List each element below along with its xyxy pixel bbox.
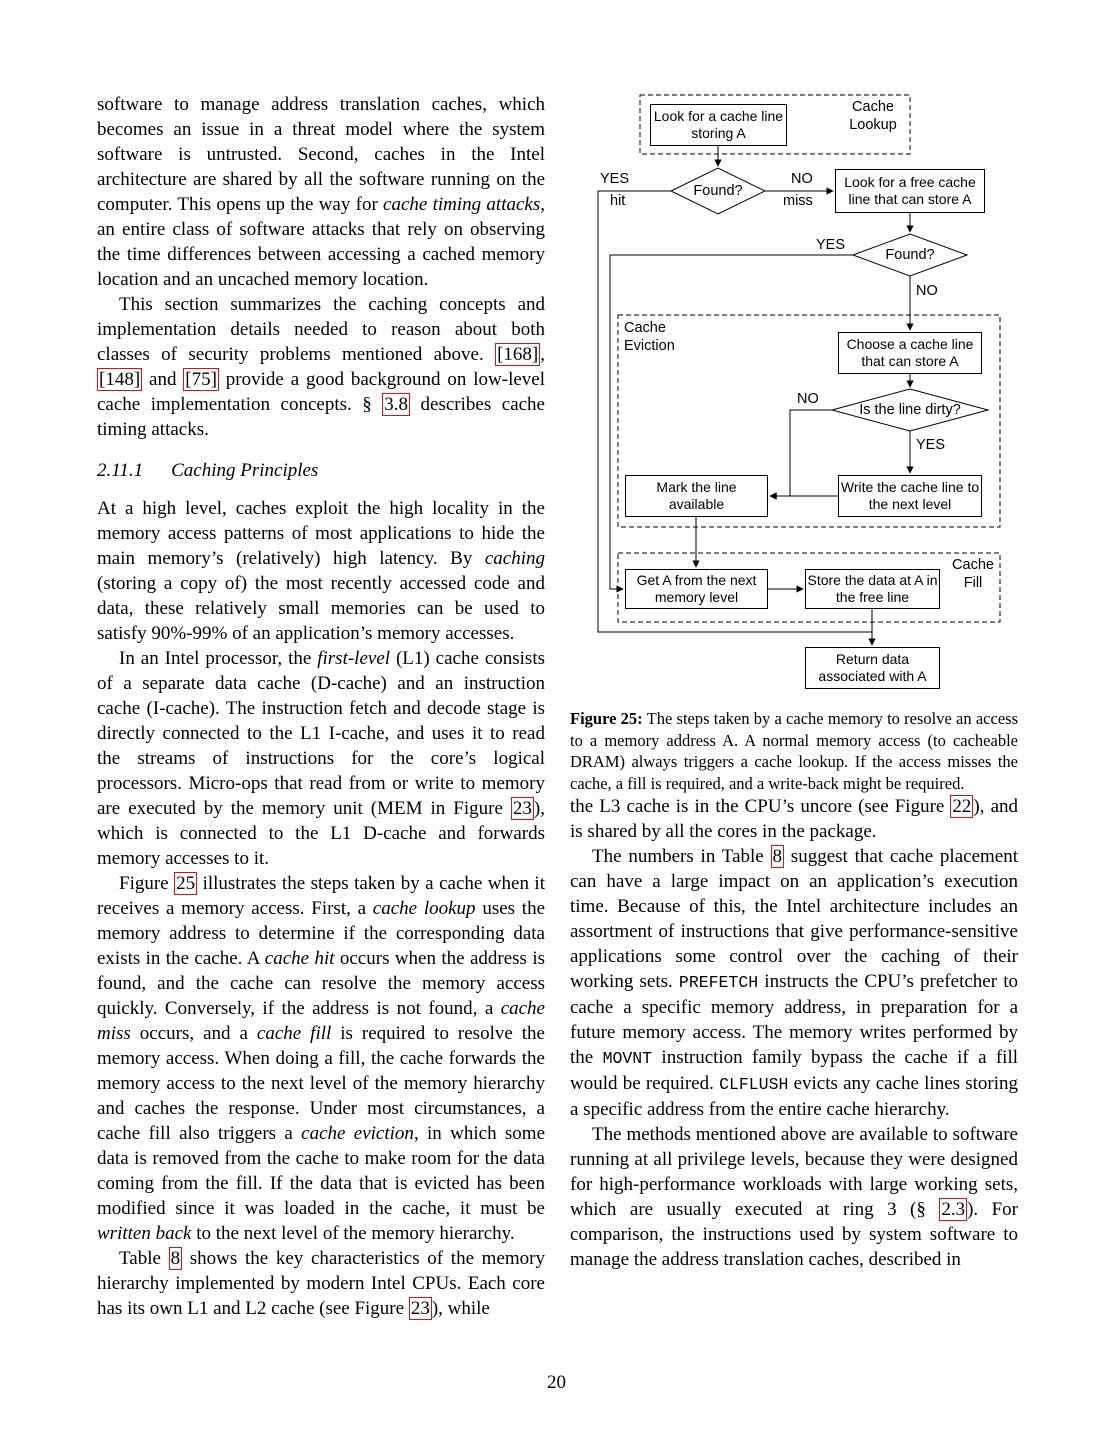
edge-label-no-miss: NO: [791, 171, 813, 187]
left-column: [97, 92, 545, 1321]
figure-25-flowchart: [570, 92, 1018, 694]
flow-node-write-back: Write the cache line to the next level: [838, 475, 982, 517]
region-label-cache-fill: [947, 556, 999, 592]
text-run: illustrates the steps taken by a cache when it receives a memory access. First, a: [97, 873, 545, 919]
text-run: the L3 cache is in the CPU’s uncore (see Figure: [570, 796, 951, 817]
text-run: uses the memory address to determine if the corresponding data exists in the cache. A: [97, 898, 545, 969]
edge-label-yes-hit: YES: [600, 171, 630, 187]
text-run: The numbers in Table: [592, 846, 771, 867]
reference-link[interactable]: [75]: [185, 369, 217, 390]
text-run: ), and is shared by all the cores in the package.: [570, 796, 1019, 842]
page-number: 20: [547, 1372, 566, 1393]
paragraph: [97, 292, 545, 442]
text-run: (storing a copy of) the most recently accessed code and data, these relatively small memories can be used to satisfy 90%-99% of an application’s memory accesses.: [97, 573, 545, 644]
paragraph: [97, 1246, 545, 1321]
flow-node-lookup: Look for a cache line storing A: [650, 104, 787, 146]
text-run: and: [142, 369, 184, 390]
region-label-line: Fill: [963, 575, 983, 591]
text-run: ), while: [431, 1298, 490, 1319]
edge-label-hit: hit: [610, 193, 626, 209]
reference-link[interactable]: [148]: [99, 369, 141, 390]
text-run: (L1) cache consists of a separate data cache (D-cache) and an instruction cache (I-cache). The instruction fetch and decode stage is directly connected to the L1 I-cache, and uses it to read the streams of instructions for the core’s logical processors. Micro-ops that read from or write to memory are executed by the memory unit (MEM in Figure: [97, 648, 545, 819]
text-run: cache miss: [97, 998, 545, 1044]
text-run: occurs when the address is found, and the cache can resolve the memory access quickly. Conversely, if the address is not found, a: [97, 948, 545, 1019]
region-label-line: Lookup: [849, 117, 897, 133]
reference-link[interactable]: 3.8: [384, 394, 409, 415]
text-run: instructs the CPU’s prefetcher to cache a specific memory address, in preparation for a future memory access. The memory writes performed by the: [570, 971, 1018, 1068]
edge-label-no-dirty: NO: [797, 391, 819, 407]
section-number: 2.11.1: [97, 460, 144, 481]
text-run: ), which is connected to the L1 D-cache and forwards memory accesses to it.: [97, 798, 545, 869]
text-run: cache eviction: [301, 1123, 414, 1144]
flow-decision-found-1: Found?: [693, 183, 743, 199]
text-run: software to manage address translation caches, which becomes an issue in a threat model where the system software is untrusted. Second, caches in the Intel architecture are shared by all the software running on the computer. This opens up the way for: [97, 94, 545, 215]
text-run: evicts any cache lines storing a specific address from the entire cache hierarchy.: [570, 1073, 1018, 1120]
flow-node-choose-line: Choose a cache line that can store A: [838, 332, 982, 374]
edge-label-yes-dirty: YES: [916, 437, 946, 453]
text-run: instruction family bypass the cache if a fill would be required.: [570, 1047, 1019, 1094]
edge-label-yes-free: YES: [816, 237, 846, 253]
paragraph: [97, 871, 545, 1246]
text-run: first-level: [317, 648, 391, 669]
paragraph: [97, 646, 545, 871]
region-label-cache-lookup: [838, 98, 908, 134]
paragraph: [570, 794, 1018, 844]
region-label-line: Cache: [624, 320, 666, 336]
text-run: cache timing attacks: [383, 194, 541, 215]
flow-node-get-from-next-level: Get A from the next memory level: [625, 569, 768, 609]
right-column: [570, 92, 1018, 1272]
text-run: occurs, and a: [130, 1023, 257, 1044]
reference-link[interactable]: 22: [952, 796, 972, 817]
region-label-line: Cache: [852, 99, 894, 115]
text-run: MOVNT: [602, 1049, 653, 1068]
text-run: In an Intel processor, the: [119, 648, 318, 669]
text-run: At a high level, caches exploit the high locality in the memory access patterns of most applications to hide the main memory’s (relatively) high latency. By: [97, 498, 545, 569]
text-run: ,: [540, 344, 545, 365]
reference-link[interactable]: [168]: [497, 344, 539, 365]
text-run: to the next level of the memory hierarchy.: [191, 1223, 515, 1244]
paragraph: [570, 1122, 1018, 1272]
text-run: shows the key characteristics of the memory hierarchy implemented by modern Intel CPUs. Each core has its own L1 and L2 cache (see Figure: [97, 1248, 545, 1319]
edge-label-miss: miss: [783, 193, 813, 209]
text-run: Figure 25:: [570, 709, 643, 728]
text-run: This section summarizes the caching concepts and implementation details needed to reason about both classes of security problems mentioned above.: [97, 294, 545, 365]
flow-node-return-data: Return data associated with A: [805, 647, 940, 689]
flow-decision-line-dirty: Is the line dirty?: [859, 402, 961, 418]
text-run: The steps taken by a cache memory to resolve an access to a memory address A. A normal memory access (to cacheable DRAM) always triggers a cache lookup. If the access misses the cache, a fill is required, and a write-back might be required.: [570, 709, 1018, 793]
paragraph: [97, 496, 545, 646]
text-run: is required to resolve the memory access. When doing a fill, the cache forwards the memory access to the next level of the memory hierarchy and caches the response. Under most circumstances, a cache fill also triggers a: [97, 1023, 545, 1144]
text-run: Table: [119, 1248, 169, 1269]
text-run: suggest that cache placement can have a large impact on an application’s execution time. Because of this, the Intel architecture includes an assortment of instructions that give performance-sensitive applications some control over the caching of their working sets.: [570, 846, 1018, 992]
reference-link[interactable]: 23: [512, 798, 532, 819]
region-label-cache-eviction: [624, 319, 704, 355]
flow-decision-found-2: Found?: [885, 247, 935, 263]
text-run: cache hit: [264, 948, 335, 969]
paragraph: [570, 844, 1018, 1122]
text-run: caching: [484, 548, 545, 569]
text-run: written back: [97, 1223, 192, 1244]
flow-node-store-data: Store the data at A in the free line: [805, 569, 940, 609]
section-title: Caching Principles: [171, 460, 319, 481]
text-run: describes cache timing attacks.: [97, 394, 545, 440]
text-run: CLFLUSH: [719, 1075, 789, 1094]
text-run: Figure: [119, 873, 175, 894]
text-run: The methods mentioned above are available to software running at all privilege levels, because they were designed for high-performance workloads with large working sets, which are usually executed at ring 3 (§: [570, 1124, 1018, 1220]
text-run: ). For comparison, the instructions used by system software to manage the address translation caches, described in: [570, 1199, 1018, 1270]
text-run: , an entire class of software attacks that rely on observing the time differences between accessing a cached memory location and an uncached memory location.: [97, 194, 545, 290]
reference-link[interactable]: 8: [170, 1248, 181, 1269]
region-label-line: Cache: [952, 557, 994, 573]
reference-link[interactable]: 23: [410, 1298, 430, 1319]
paragraph: [97, 92, 545, 292]
reference-link[interactable]: 2.3: [941, 1199, 966, 1220]
text-run: PREFETCH: [678, 973, 759, 992]
section-heading: [97, 460, 545, 482]
text-run: cache lookup: [372, 898, 476, 919]
text-run: cache fill: [256, 1023, 332, 1044]
region-label-line: Eviction: [624, 338, 675, 354]
edge-label-no-free: NO: [916, 283, 938, 299]
text-run: provide a good background on low-level cache implementation concepts. §: [97, 369, 545, 415]
figure-caption: [570, 708, 1018, 794]
flow-node-find-free-line: Look for a free cache line that can store A: [835, 169, 985, 213]
text-run: , in which some data is removed from the cache to make room for the data coming from the fill. If the data that is evicted has been modified since it was loaded in the cache, it must be: [97, 1123, 546, 1219]
reference-link[interactable]: 8: [772, 846, 783, 867]
reference-link[interactable]: 25: [176, 873, 196, 894]
flow-node-mark-available: Mark the line available: [625, 475, 768, 517]
